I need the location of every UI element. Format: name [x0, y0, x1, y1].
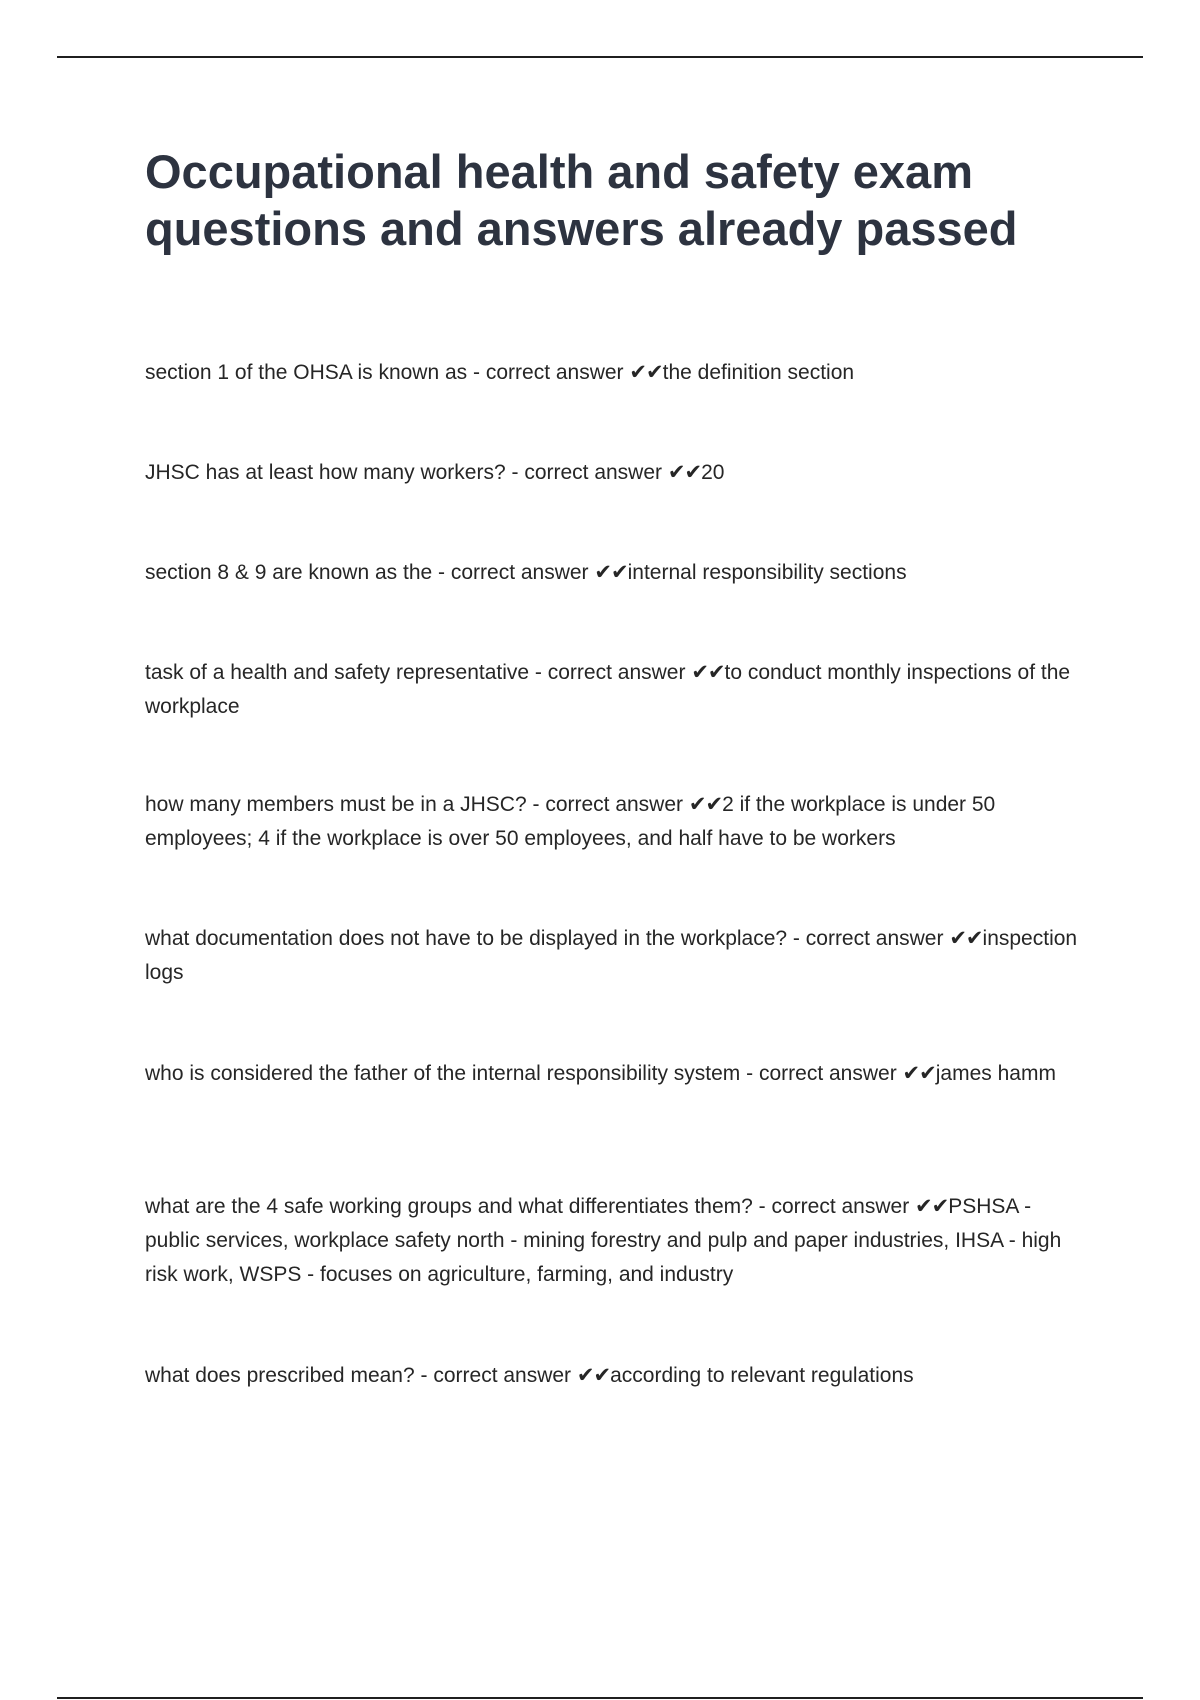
answer-marker: correct answer — [758, 1062, 897, 1085]
question-text: what documentation does not have to be displayed in the workplace? — [145, 927, 788, 950]
top-rule — [57, 56, 1143, 58]
question-text: JHSC has at least how many workers? — [145, 461, 506, 484]
double-check-icon: ✔✔ — [576, 1364, 611, 1387]
qa-item: what does prescribed mean? - correct answer ✔✔according to relevant regulations — [145, 1364, 914, 1387]
qa-item: what are the 4 safe working groups and what differentiates them? - correct answer ✔✔PSHSA - public services, workplace safety north - mining forestry and pulp and paper industries, IHSA - high risk work, WSPS - focuses on agriculture, farming, and industry — [145, 1195, 1062, 1286]
answer-text: 20 — [701, 461, 725, 484]
answer-marker: correct answer — [805, 927, 944, 950]
qa-item: section 8 & 9 are known as the - correct answer ✔✔internal responsibility sections — [145, 561, 907, 584]
answer-text: james hamm — [935, 1062, 1056, 1085]
qa-item: what documentation does not have to be displayed in the workplace? - correct answer ✔✔inspection logs — [145, 927, 1078, 984]
answer-text: PSHSA - public services, workplace safety north - mining forestry and pulp and paper industries, IHSA - high risk work, WSPS - focuses on agriculture, farming, and industry — [145, 1195, 1062, 1286]
double-check-icon: ✔✔ — [629, 361, 663, 384]
answer-marker: correct answer — [450, 561, 589, 584]
answer-marker: correct answer — [433, 1364, 572, 1387]
question-text: section 1 of the OHSA is known as — [145, 361, 468, 384]
answer-text: internal responsibility sections — [627, 561, 907, 584]
question-text: task of a health and safety representative — [145, 661, 530, 684]
answer-marker: correct answer — [524, 461, 663, 484]
answer-marker: correct answer — [547, 661, 686, 684]
qa-item: how many members must be in a JHSC? - correct answer ✔✔2 if the workplace is under 50 employees; 4 if the workplace is over 50 employees, and half have to be workers — [145, 793, 996, 850]
double-check-icon: ✔✔ — [949, 927, 983, 950]
double-check-icon: ✔✔ — [594, 561, 628, 584]
answer-marker: correct answer — [485, 361, 624, 384]
answer-text: inspection logs — [145, 927, 1078, 984]
answer-marker: correct answer — [771, 1195, 910, 1218]
qa-item: task of a health and safety representative - correct answer ✔✔to conduct monthly inspections of the workplace — [145, 661, 1071, 718]
question-text: what does prescribed mean? — [145, 1364, 415, 1387]
double-check-icon: ✔✔ — [691, 661, 725, 684]
double-check-icon: ✔✔ — [667, 461, 702, 484]
double-check-icon: ✔✔ — [688, 793, 723, 816]
double-check-icon: ✔✔ — [902, 1062, 936, 1085]
document-title: Occupational health and safety exam questions and answers already passed — [145, 145, 1018, 255]
answer-text: the definition section — [662, 361, 855, 384]
question-text: what are the 4 safe working groups and what differentiates them? — [145, 1195, 753, 1218]
bottom-rule — [57, 1697, 1143, 1699]
double-check-icon: ✔✔ — [915, 1195, 949, 1218]
answer-marker: correct answer — [545, 793, 684, 816]
answer-text: 2 if the workplace is under 50 employees; 4 if the workplace is over 50 employees, and half have to be workers — [145, 793, 996, 850]
qa-item: JHSC has at least how many workers? - correct answer ✔✔20 — [145, 461, 725, 484]
answer-text: to conduct monthly inspections of the workplace — [145, 661, 1071, 718]
question-text: section 8 & 9 are known as the — [145, 561, 433, 584]
question-text: who is considered the father of the internal responsibility system — [145, 1062, 741, 1085]
qa-item: who is considered the father of the internal responsibility system - correct answer ✔✔james hamm — [145, 1062, 1056, 1085]
qa-item: section 1 of the OHSA is known as - correct answer ✔✔the definition section — [145, 361, 855, 384]
answer-text: according to relevant regulations — [610, 1364, 914, 1387]
question-text: how many members must be in a JHSC? — [145, 793, 527, 816]
